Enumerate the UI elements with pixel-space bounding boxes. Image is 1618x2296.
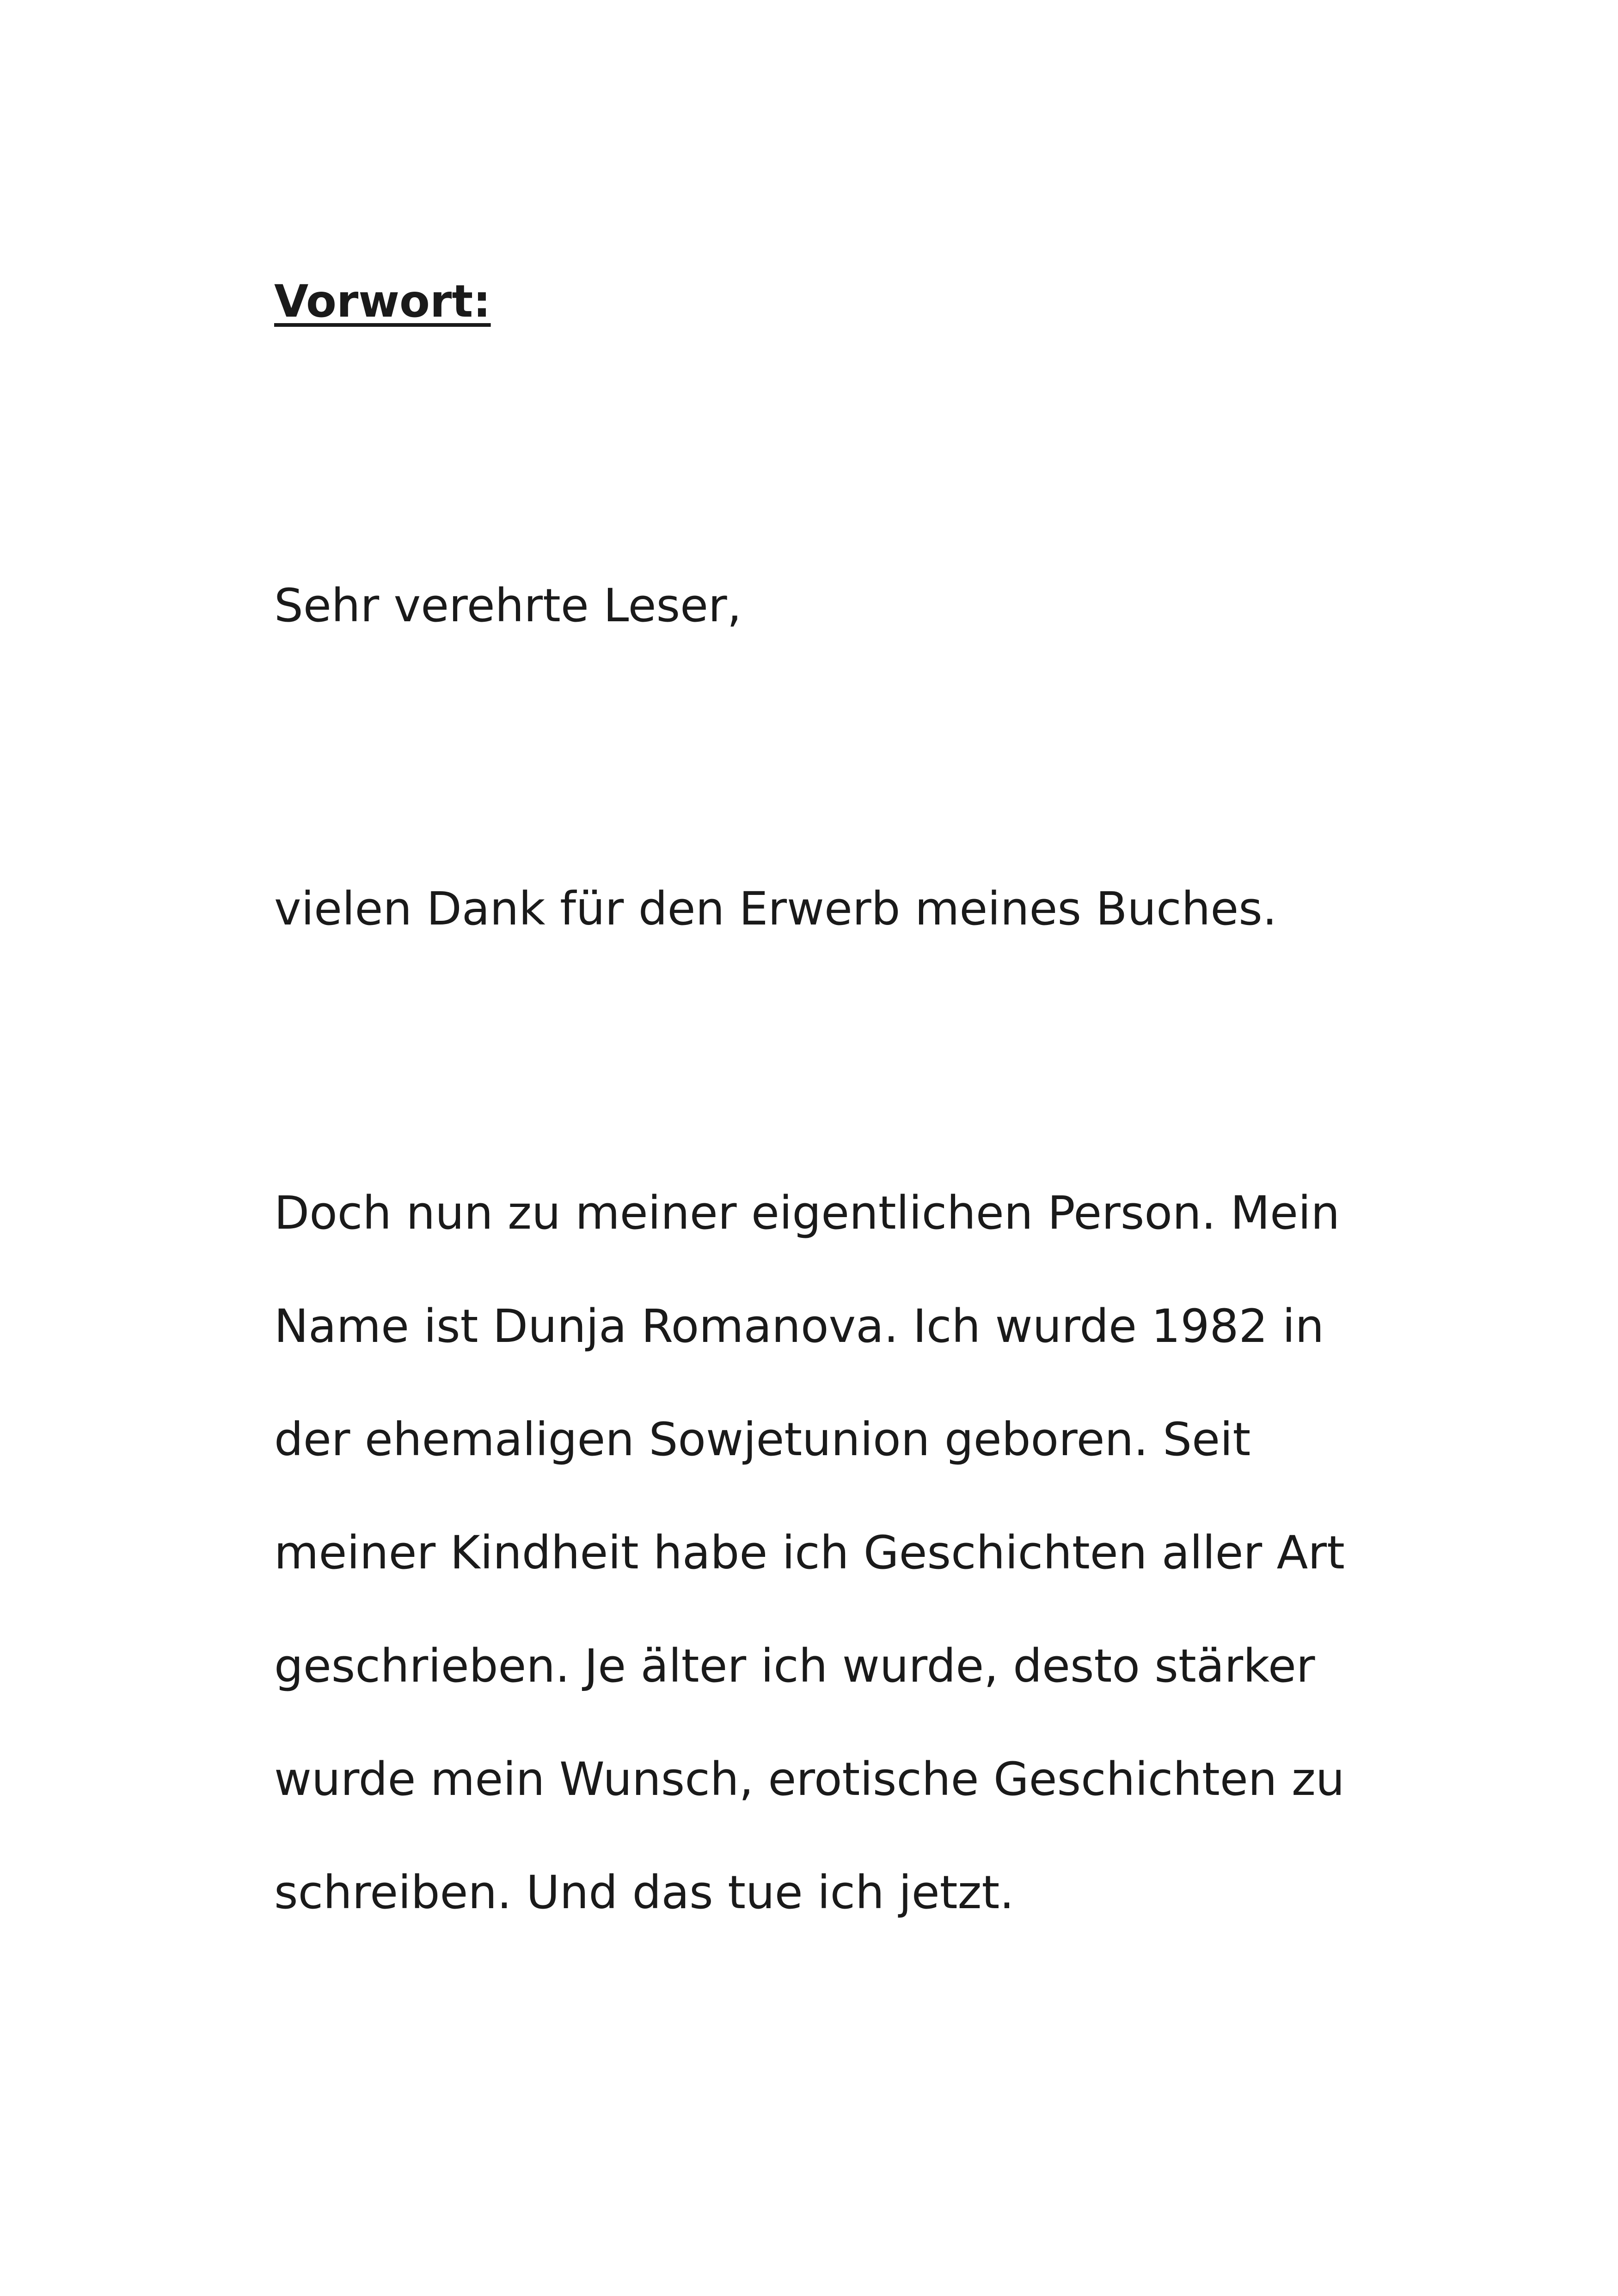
paragraph-line: Doch nun zu meiner eigentlichen Person. Mein xyxy=(274,1187,1340,1240)
page-heading: Vorwort: xyxy=(274,276,491,327)
paragraph-line: wurde mein Wunsch, erotische Geschichten zu xyxy=(274,1753,1345,1806)
salutation-text: Sehr verehrte Leser, xyxy=(274,579,742,632)
paragraph-line: Name ist Dunja Romanova. Ich wurde 1982 in xyxy=(274,1300,1324,1353)
thanks-text: vielen Dank für den Erwerb meines Buches. xyxy=(274,882,1277,936)
paragraph-line: der ehemaligen Sowjetunion geboren. Seit xyxy=(274,1413,1251,1466)
paragraph-line: geschrieben. Je älter ich wurde, desto stärker xyxy=(274,1640,1315,1693)
paragraph-line: schreiben. Und das tue ich jetzt. xyxy=(274,1866,1014,1919)
paragraph-line: meiner Kindheit habe ich Geschichten aller Art xyxy=(274,1526,1345,1580)
